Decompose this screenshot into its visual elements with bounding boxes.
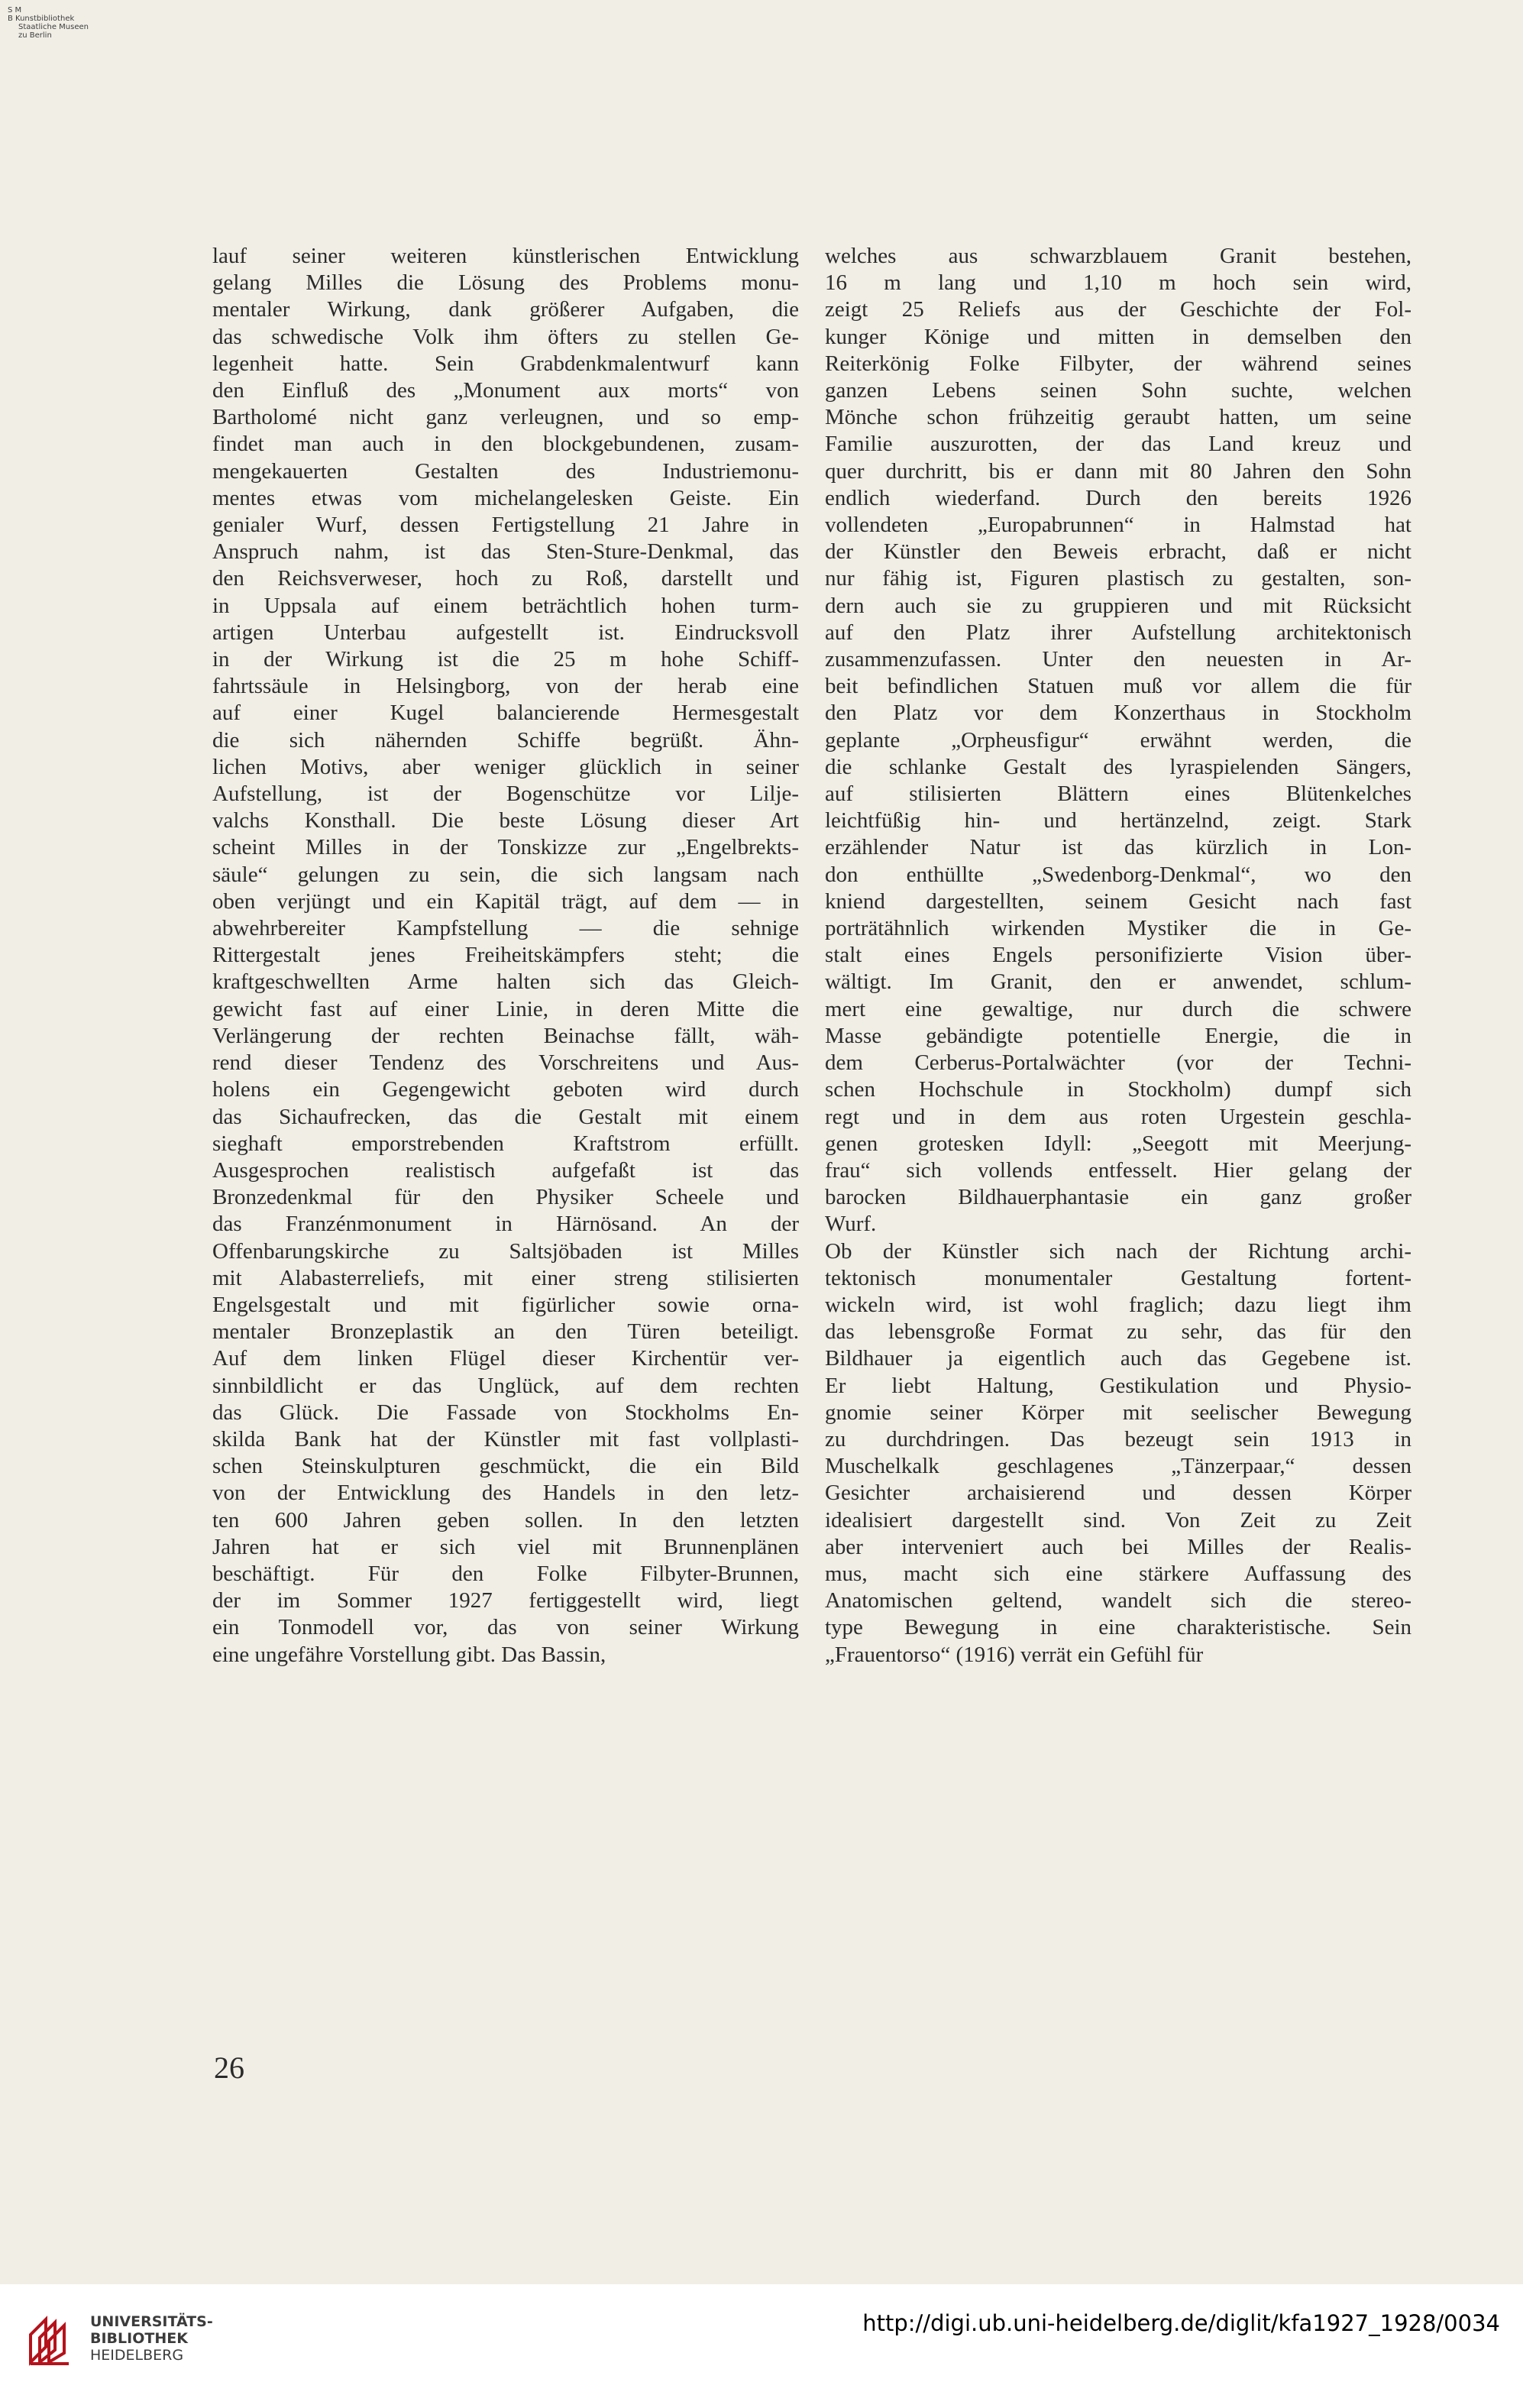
text-line: dem Cerberus-Portalwächter (vor der Techni-	[825, 1050, 1411, 1076]
library-name-line: UNIVERSITÄTS-	[90, 2313, 213, 2330]
text-line: nur fähig ist, Figuren plastisch zu gestalten, son-	[825, 566, 1411, 591]
text-line: ein Tonmodell vor, das von seiner Wirkung	[212, 1615, 799, 1640]
text-line: auf den Platz ihrer Aufstellung architektonisch	[825, 620, 1411, 645]
text-line: legenheit hatte. Sein Grabdenkmalentwurf kann	[212, 351, 799, 376]
text-line: der Künstler den Beweis erbracht, daß er nicht	[825, 539, 1411, 565]
text-line: zu durchdringen. Das bezeugt sein 1913 in	[825, 1426, 1411, 1452]
text-line: sinnbildlicht er das Unglück, auf dem rechten	[212, 1373, 799, 1398]
text-line: die schlanke Gestalt des lyraspielenden Sängers,	[825, 754, 1411, 779]
text-line: den Einfluß des „Monument aux morts“ von	[212, 378, 799, 403]
text-line: den Platz vor dem Konzerthaus in Stockholm	[825, 701, 1411, 726]
text-line: skilda Bank hat der Künstler mit fast vollplasti-	[212, 1426, 799, 1452]
text-line: Er liebt Haltung, Gestikulation und Physio-	[825, 1373, 1411, 1398]
text-line: mit Alabasterreliefs, mit einer streng stilisierten	[212, 1265, 799, 1290]
text-line: mert eine gewaltige, nur durch die schwere	[825, 996, 1411, 1021]
text-line: die sich nähernden Schiffe begrüßt. Ähn-	[212, 727, 799, 752]
text-line: zusammenzufassen. Unter den neuesten in Ar-	[825, 647, 1411, 672]
library-name	[90, 2313, 213, 2364]
text-line: mentes etwas vom michelangelesken Geiste. Ein	[212, 485, 799, 510]
text-line: abwehrbereiter Kampfstellung — die sehnige	[212, 916, 799, 941]
text-line: porträtähnlich wirkenden Mystiker die in Ge-	[825, 916, 1411, 941]
text-line: Offenbarungskirche zu Saltsjöbaden ist Milles	[212, 1238, 799, 1264]
text-line: type Bewegung in eine charakteristische. Sein	[825, 1615, 1411, 1640]
text-line: der im Sommer 1927 fertiggestellt wird, liegt	[212, 1588, 799, 1613]
text-line: schen Hochschule in Stockholm) dumpf sich	[825, 1077, 1411, 1102]
text-line: welches aus schwarzblauem Granit bestehen,	[825, 244, 1411, 268]
text-line: das schwedische Volk ihm öfters zu stellen Ge-	[212, 324, 799, 349]
text-line: holens ein Gegengewicht geboten wird durch	[212, 1077, 799, 1102]
text-line: das Franzénmonument in Härnösand. An der	[212, 1212, 799, 1237]
text-line: das Sichaufrecken, das die Gestalt mit einem	[212, 1104, 799, 1129]
text-line: don enthüllte „Swedenborg-Denkmal“, wo den	[825, 862, 1411, 887]
text-line: aber interveniert auch bei Milles der Realis-	[825, 1534, 1411, 1559]
text-line: Bildhauer ja eigentlich auch das Gegebene ist.	[825, 1346, 1411, 1371]
text-line: kunger Könige und mitten in demselben den	[825, 324, 1411, 349]
text-line: Ausgesprochen realistisch aufgefaßt ist das	[212, 1157, 799, 1183]
text-line: in Uppsala auf einem beträchtlich hohen turm-	[212, 593, 799, 618]
text-line: Aufstellung, ist der Bogenschütze vor Lilje-	[212, 782, 799, 807]
text-line: Jahren hat er sich viel mit Brunnenplänen	[212, 1534, 799, 1559]
text-line: mus, macht sich eine stärkere Auffassung des	[825, 1561, 1411, 1586]
page-number: 26	[214, 2050, 244, 2085]
right-paragraph-2	[825, 1238, 1411, 1668]
text-line: genen grotesken Idyll: „Seegott mit Meerjung-	[825, 1131, 1411, 1156]
library-name-line: BIBLIOTHEK	[90, 2330, 188, 2347]
text-line: sieghaft emporstrebenden Kraftstrom erfüllt.	[212, 1131, 799, 1156]
text-line: das Glück. Die Fassade von Stockholms En-	[212, 1400, 799, 1425]
text-line: Ob der Künstler sich nach der Richtung archi-	[825, 1238, 1411, 1264]
text-line: 16 m lang und 1,10 m hoch sein wird,	[825, 270, 1411, 296]
text-line: findet man auch in den blockgebundenen, zusam-	[212, 432, 799, 457]
text-line: Bronzedenkmal für den Physiker Scheele und	[212, 1185, 799, 1210]
text-line: Engelsgestalt und mit figürlicher sowie orna-	[212, 1292, 799, 1317]
text-line: lauf seiner weiteren künstlerischen Entwicklung	[212, 244, 799, 268]
text-line: Anspruch nahm, ist das Sten-Sture-Denkmal, das	[212, 539, 799, 565]
text-line: Verlängerung der rechten Beinachse fällt, wäh-	[212, 1023, 799, 1048]
text-line: Anatomischen geltend, wandelt sich die stereo-	[825, 1588, 1411, 1613]
text-line: von der Entwicklung des Handels in den letz-	[212, 1481, 799, 1506]
text-line: gelang Milles die Lösung des Problems monu-	[212, 270, 799, 296]
text-line: Bartholomé nicht ganz verleugnen, und so emp-	[212, 405, 799, 430]
text-line: beschäftigt. Für den Folke Filbyter-Brunnen,	[212, 1561, 799, 1586]
library-stamp	[8, 6, 153, 40]
text-line: vollendeten „Europabrunnen“ in Halmstad hat	[825, 513, 1411, 538]
text-line: rend dieser Tendenz des Vorschreitens und Aus-	[212, 1050, 799, 1076]
text-line: Gesichter archaisierend und dessen Körper	[825, 1481, 1411, 1506]
text-line: zeigt 25 Reliefs aus der Geschichte der Fol-	[825, 297, 1411, 322]
text-line: wältigt. Im Granit, den er anwendet, schlum-	[825, 969, 1411, 995]
text-line: eine ungefähre Vorstellung gibt. Das Bassin,	[212, 1642, 606, 1667]
text-line: Auf dem linken Flügel dieser Kirchentür ver-	[212, 1346, 799, 1371]
text-line: fahrtssäule in Helsingborg, von der herab eine	[212, 674, 799, 699]
text-line: oben verjüngt und ein Kapitäl trägt, auf dem — in	[212, 888, 799, 914]
text-line: scheint Milles in der Tonskizze zur „Engelbrekts-	[212, 835, 799, 860]
text-line: Reiterkönig Folke Filbyter, der während seines	[825, 351, 1411, 376]
text-line: säule“ gelungen zu sein, die sich langsam nach	[212, 862, 799, 887]
text-line: quer durchritt, bis er dann mit 80 Jahren den Sohn	[825, 458, 1411, 484]
left-text-column	[212, 243, 799, 1668]
text-line: erzählender Natur ist das kürzlich in Lon-	[825, 835, 1411, 860]
stamp-line: Staatliche Museen	[18, 23, 89, 31]
text-line: endlich wiederfand. Durch den bereits 1926	[825, 485, 1411, 510]
text-line: ganzen Lebens seinen Sohn suchte, welchen	[825, 378, 1411, 403]
text-line: den Reichsverweser, hoch zu Roß, darstellt und	[212, 566, 799, 591]
text-line: valchs Konsthall. Die beste Lösung dieser Art	[212, 808, 799, 833]
text-line: Rittergestalt jenes Freiheitskämpfers steht; die	[212, 943, 799, 968]
text-line: artigen Unterbau aufgestellt ist. Eindrucksvoll	[212, 620, 799, 645]
text-line: gewicht fast auf einer Linie, in deren Mitte die	[212, 996, 799, 1021]
text-line: idealisiert dargestellt sind. Von Zeit zu Zeit	[825, 1507, 1411, 1533]
text-line: auf stilisierten Blättern eines Blütenkelches	[825, 782, 1411, 807]
text-line: ten 600 Jahren geben sollen. In den letzten	[212, 1507, 799, 1533]
text-line: wickeln wird, ist wohl fraglich; dazu liegt ihm	[825, 1292, 1411, 1317]
text-line: in der Wirkung ist die 25 m hohe Schiff-	[212, 647, 799, 672]
text-line: lichen Motivs, aber weniger glücklich in seiner	[212, 754, 799, 779]
text-line: barocken Bildhauerphantasie ein ganz großer	[825, 1185, 1411, 1210]
text-line: Muschelkalk geschlagenes „Tänzerpaar,“ dessen	[825, 1454, 1411, 1479]
text-line: tektonisch monumentaler Gestaltung fortent-	[825, 1265, 1411, 1290]
text-line: mengekauerten Gestalten des Industriemonu-	[212, 458, 799, 484]
text-line: regt und in dem aus roten Urgestein geschla-	[825, 1104, 1411, 1129]
text-line: kniend dargestellten, seinem Gesicht nach fast	[825, 888, 1411, 914]
university-library-logo-icon	[23, 2309, 84, 2370]
stamp-line: zu Berlin	[18, 31, 52, 40]
viewer-footer	[0, 2284, 1523, 2408]
text-line: leichtfüßig hin- und hertänzelnd, zeigt. Stark	[825, 808, 1411, 833]
text-line: gnomie seiner Körper mit seelischer Bewegung	[825, 1400, 1411, 1425]
text-line: frau“ sich vollends entfesselt. Hier gelang der	[825, 1157, 1411, 1183]
text-line: Mönche schon frühzeitig geraubt hatten, um seine	[825, 405, 1411, 430]
text-line: Masse gebändigte potentielle Energie, die in	[825, 1023, 1411, 1048]
right-paragraph-1	[825, 243, 1411, 1238]
right-text-column	[825, 243, 1411, 1668]
text-line: auf einer Kugel balancierende Hermesgestalt	[212, 701, 799, 726]
text-line: Familie auszurotten, der das Land kreuz und	[825, 432, 1411, 457]
stamp-line: B Kunstbibliothek	[8, 15, 75, 23]
stamp-line: S M	[8, 6, 22, 15]
text-line: genialer Wurf, dessen Fertigstellung 21 Jahre in	[212, 513, 799, 538]
text-line: stalt eines Engels personifizierte Vision über-	[825, 943, 1411, 968]
text-line: beit befindlichen Statuen muß vor allem die für	[825, 674, 1411, 699]
text-line: das lebensgroße Format zu sehr, das für den	[825, 1319, 1411, 1345]
text-line: geplante „Orpheusfigur“ erwähnt werden, die	[825, 727, 1411, 752]
source-url-link[interactable]: http://digi.ub.uni-heidelberg.de/diglit/kfa1927_1928/0034	[862, 2310, 1500, 2336]
text-line: mentaler Wirkung, dank größerer Aufgaben, die	[212, 297, 799, 322]
text-line: kraftgeschwellten Arme halten sich das Gleich-	[212, 969, 799, 995]
text-line: dern auch sie zu gruppieren und mit Rücksicht	[825, 593, 1411, 618]
text-line: mentaler Bronzeplastik an den Türen beteiligt.	[212, 1319, 799, 1345]
text-line: Wurf.	[825, 1212, 877, 1237]
library-name-line: HEIDELBERG	[90, 2347, 184, 2364]
text-line: schen Steinskulpturen geschmückt, die ein Bild	[212, 1454, 799, 1479]
text-line: „Frauentorso“ (1916) verrät ein Gefühl für	[825, 1642, 1204, 1667]
